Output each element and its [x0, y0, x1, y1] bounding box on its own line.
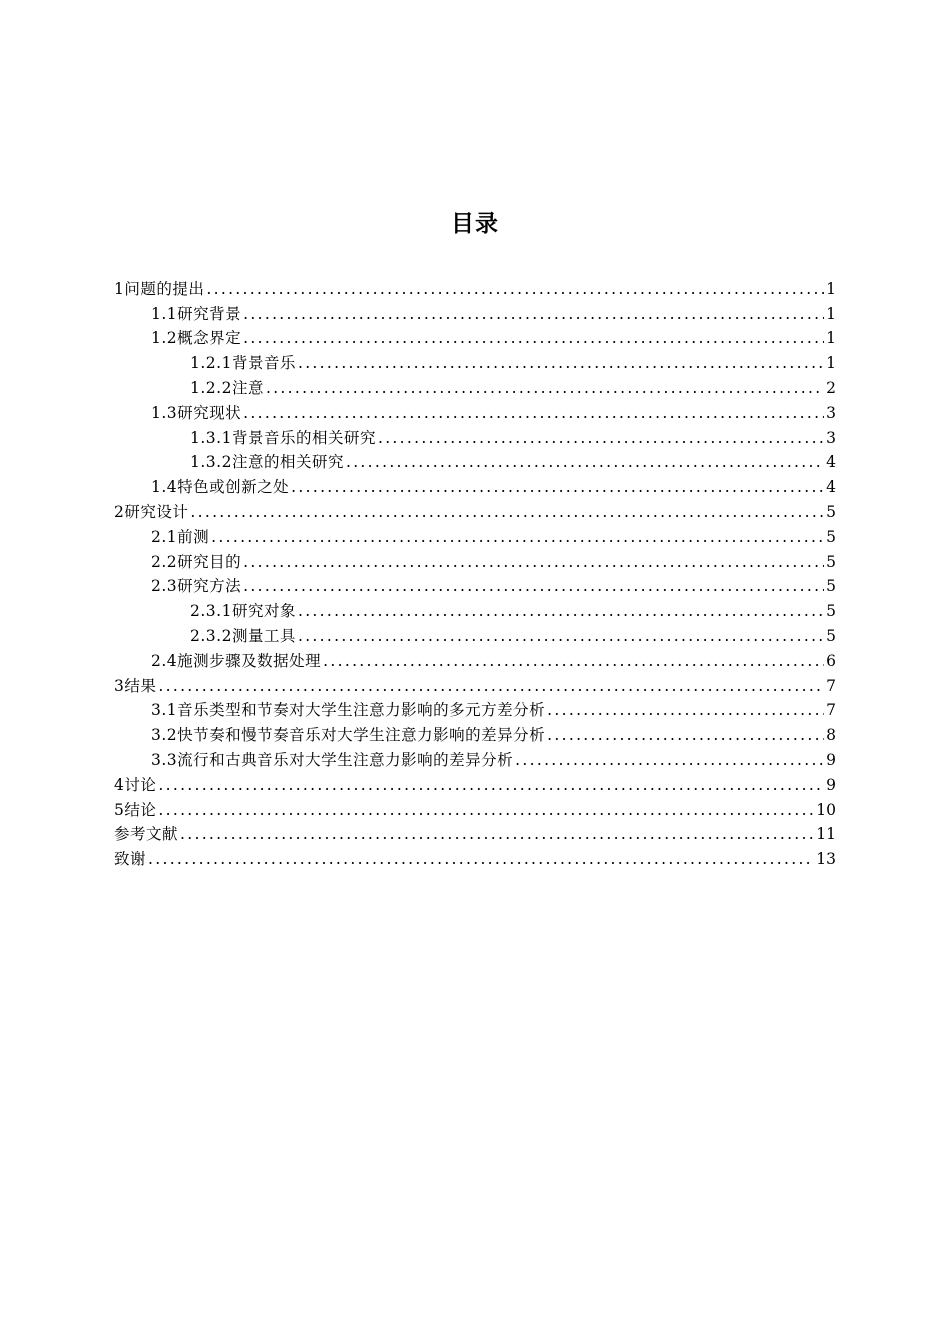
- toc-dot-leader: [378, 428, 824, 448]
- toc-entry-title: 问题的提出: [124, 279, 205, 298]
- toc-entry[interactable]: [114, 522, 836, 547]
- toc-entry-title: 前测: [177, 527, 210, 546]
- toc-entry-title: 注意: [231, 378, 264, 397]
- toc-page-number: 11: [816, 825, 836, 844]
- toc-dot-leader: [190, 502, 824, 522]
- toc-page-number: 8: [826, 726, 836, 745]
- toc-entry[interactable]: [114, 497, 836, 522]
- toc-entry-number: 1.1: [151, 304, 178, 323]
- toc-entry-title: 概念界定: [177, 329, 242, 348]
- toc-entry-number: 3.1: [151, 701, 178, 720]
- toc-page-number: 10: [816, 800, 836, 819]
- toc-entry[interactable]: [114, 795, 836, 820]
- toc-page-number: 9: [826, 775, 836, 794]
- toc-entry[interactable]: [114, 720, 836, 745]
- toc-entry-number: 1: [114, 279, 125, 298]
- toc-entry-title: 背景音乐的相关研究: [231, 428, 376, 447]
- toc-entry-title: 研究目的: [177, 552, 242, 571]
- toc-entry-number: 3.2: [151, 726, 178, 745]
- toc-entry[interactable]: [114, 770, 836, 795]
- toc-dot-leader: [158, 676, 824, 696]
- toc-page-number: 4: [826, 453, 836, 472]
- toc-dot-leader: [243, 304, 824, 324]
- toc-entry-number: 2.2: [151, 552, 178, 571]
- toc-page-number: 1: [826, 304, 836, 323]
- toc-page-number: 5: [826, 502, 836, 521]
- toc-entry-title: 研究现状: [177, 403, 242, 422]
- toc-entry-number: 2.3.1: [190, 602, 232, 621]
- toc-page-number: 6: [826, 651, 836, 670]
- toc-entry-number: 1.3: [151, 403, 178, 422]
- toc-entry-title: 注意的相关研究: [231, 453, 344, 472]
- toc-dot-leader: [243, 552, 824, 572]
- toc-entry-title: 特色或创新之处: [177, 478, 290, 497]
- toc-page-number: 5: [826, 577, 836, 596]
- toc-page-number: 1: [826, 279, 836, 298]
- toc-dot-leader: [211, 527, 824, 547]
- toc-entry-title: 参考文献: [114, 825, 179, 844]
- toc-dot-leader: [547, 725, 824, 745]
- toc-entry-number: 3.3: [151, 750, 178, 769]
- toc-entry-number: 2.3: [151, 577, 178, 596]
- toc-page-number: 5: [826, 626, 836, 645]
- toc-dot-leader: [243, 576, 824, 596]
- toc-entry-number: 3: [114, 676, 125, 695]
- toc-entry[interactable]: [114, 299, 836, 324]
- toc-entry[interactable]: [114, 671, 836, 696]
- toc-entry-title: 研究方法: [177, 577, 242, 596]
- toc-entry[interactable]: [114, 373, 836, 398]
- toc-dot-leader: [323, 651, 824, 671]
- toc-dot-leader: [158, 775, 824, 795]
- toc-entry-title: 背景音乐: [231, 354, 296, 373]
- table-of-contents: [114, 274, 836, 869]
- toc-entry-title: 音乐类型和节奏对大学生注意力影响的多元方差分析: [177, 701, 546, 720]
- toc-entry-title: 致谢: [114, 850, 147, 869]
- toc-page-number: 5: [826, 552, 836, 571]
- toc-entry-number: 1.4: [151, 478, 178, 497]
- toc-entry-number: 1.3.2: [190, 453, 232, 472]
- toc-entry[interactable]: [114, 646, 836, 671]
- toc-entry-number: 1.3.1: [190, 428, 232, 447]
- toc-entry-title: 研究对象: [231, 602, 296, 621]
- toc-entry-title: 结论: [124, 800, 157, 819]
- toc-entry[interactable]: [114, 745, 836, 770]
- toc-page-number: 7: [826, 701, 836, 720]
- toc-entry-title: 结果: [124, 676, 157, 695]
- toc-entry-number: 2: [114, 502, 125, 521]
- toc-entry[interactable]: [114, 348, 836, 373]
- toc-entry-title: 流行和古典音乐对大学生注意力影响的差异分析: [177, 750, 514, 769]
- toc-entry[interactable]: [114, 621, 836, 646]
- toc-page-number: 7: [826, 676, 836, 695]
- toc-dot-leader: [291, 477, 824, 497]
- toc-entry-title: 研究背景: [177, 304, 242, 323]
- toc-entry-number: 1.2.1: [190, 354, 232, 373]
- toc-dot-leader: [206, 279, 824, 299]
- toc-page-number: 3: [826, 428, 836, 447]
- toc-page-number: 2: [826, 378, 836, 397]
- toc-page-number: 1: [826, 354, 836, 373]
- toc-dot-leader: [266, 378, 824, 398]
- toc-entry[interactable]: [114, 448, 836, 473]
- toc-entry-title: 施测步骤及数据处理: [177, 651, 322, 670]
- toc-entry-number: 2.1: [151, 527, 178, 546]
- toc-page-number: 3: [826, 403, 836, 422]
- toc-entry-number: 5: [114, 800, 125, 819]
- toc-dot-leader: [243, 403, 824, 423]
- toc-page-number: 13: [816, 850, 836, 869]
- toc-page-number: 5: [826, 602, 836, 621]
- toc-entry-number: 4: [114, 775, 125, 794]
- toc-dot-leader: [298, 353, 824, 373]
- toc-entry-number: 2.3.2: [190, 626, 232, 645]
- toc-entry-number: 1.2.2: [190, 378, 232, 397]
- toc-entry-number: 2.4: [151, 651, 178, 670]
- toc-entry[interactable]: [114, 844, 836, 869]
- toc-title: 目录: [451, 211, 499, 237]
- toc-entry[interactable]: [114, 472, 836, 497]
- toc-dot-leader: [298, 601, 824, 621]
- toc-dot-leader: [515, 750, 824, 770]
- toc-page-number: 5: [826, 527, 836, 546]
- toc-dot-leader: [148, 849, 814, 869]
- toc-page-number: 9: [826, 750, 836, 769]
- toc-entry[interactable]: [114, 572, 836, 597]
- toc-entry-number: 1.2: [151, 329, 178, 348]
- toc-entry-title: 讨论: [124, 775, 157, 794]
- toc-dot-leader: [243, 328, 824, 348]
- toc-dot-leader: [298, 626, 824, 646]
- toc-entry[interactable]: [114, 423, 836, 448]
- toc-dot-leader: [346, 452, 824, 472]
- toc-entry[interactable]: [114, 596, 836, 621]
- toc-entry[interactable]: [114, 324, 836, 349]
- toc-entry[interactable]: [114, 547, 836, 572]
- toc-entry-title: 快节奏和慢节奏音乐对大学生注意力影响的差异分析: [177, 726, 546, 745]
- toc-dot-leader: [158, 800, 814, 820]
- toc-dot-leader: [547, 700, 824, 720]
- toc-entry-title: 测量工具: [231, 626, 296, 645]
- toc-entry[interactable]: [114, 696, 836, 721]
- toc-entry-title: 研究设计: [124, 502, 189, 521]
- toc-page-number: 4: [826, 478, 836, 497]
- toc-entry[interactable]: [114, 398, 836, 423]
- toc-entry[interactable]: [114, 820, 836, 845]
- toc-page-number: 1: [826, 329, 836, 348]
- toc-entry[interactable]: [114, 274, 836, 299]
- toc-dot-leader: [180, 824, 814, 844]
